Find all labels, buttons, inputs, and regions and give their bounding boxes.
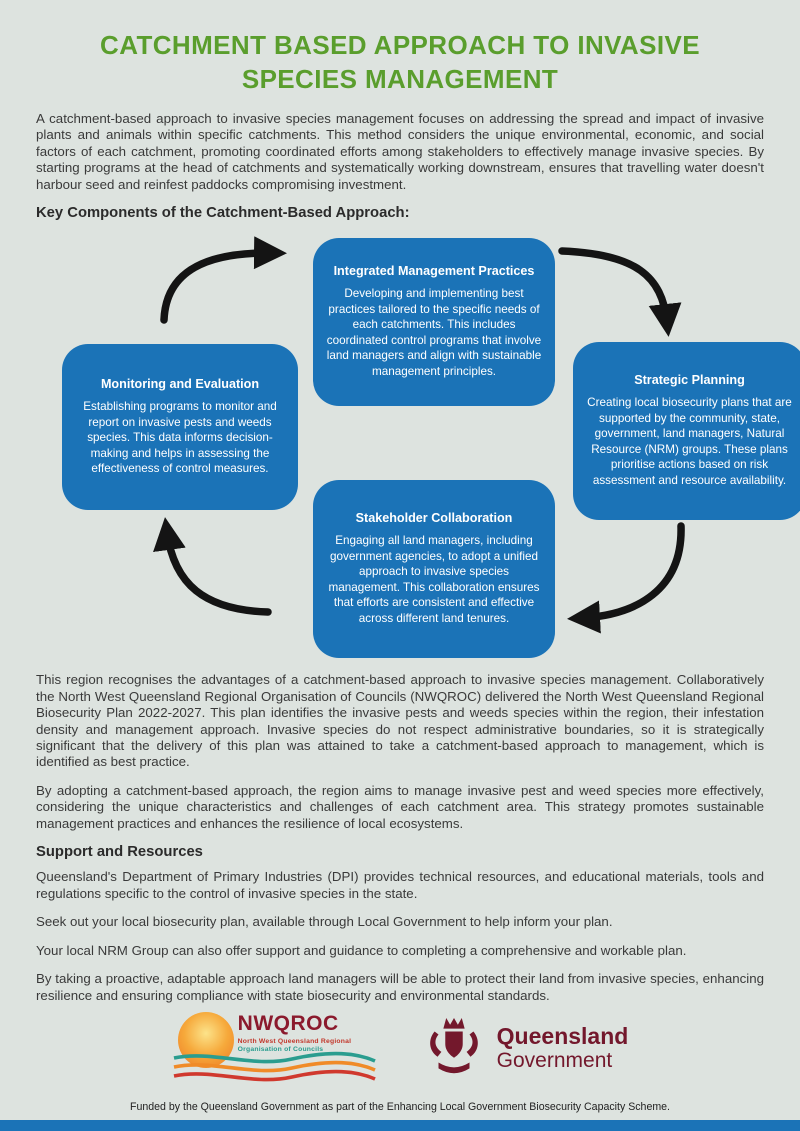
node-stakeholder-collaboration — [313, 480, 555, 658]
node-body: Creating local biosecurity plans that are supported by the community, state, government, land managers, Natural Resource (NRM) groups. These plans prioritise actions based on risk assessment and resource availability. — [587, 396, 792, 488]
node-body: Developing and implementing best practices tailored to the specific needs of each catchments. This includes coordinated control programs that involve land managers and align with sustainable management principles. — [326, 287, 542, 379]
node-body: Engaging all land managers, including government agencies, to adopt a unified approach to invasive species management. This collaboration ensures that efforts are consistent and effective across different land tenures. — [328, 534, 540, 626]
arrow-monitoring-to-integrated-icon — [164, 253, 272, 320]
support-resources-heading: Support and Resources — [36, 844, 203, 861]
node-strategic-planning — [573, 342, 800, 520]
nwqroc-logo — [172, 1006, 377, 1090]
node-title: Strategic Planning — [634, 373, 745, 388]
arrow-integrated-to-strategic-icon — [562, 251, 667, 322]
queensland-government-logo — [423, 1014, 629, 1082]
intro-paragraph: A catchment-based approach to invasive species management focuses on addressing the spread and impact of invasive plants and animals within specific catchments. This method considers the unique environmental, economic, and social factors of each catchment, promoting coordinated efforts among stakeholders to effectively manage invasive species. By starting programs at the head of catchments and systematically working downstream, ensures that travelling water doesn't harbour seed and reinfest paddocks compromising investment. — [36, 110, 764, 192]
support-paragraph-dpi: Queensland's Department of Primary Industries (DPI) provides technical resources, and educational materials, tools and regulations specific to the control of invasive species in the state. — [36, 869, 764, 901]
region-paragraph: This region recognises the advantages of a catchment-based approach to invasive species management. Collaboratively the North West Queensland Regional Organisation of Councils (NWQROC) delivered the North West Queensland Regional Biosecurity Plan 2022-2027. This plan identifies the invasive pests and weeds species within the region, their infestation density and management approach. Invasive species do not respect administrative boundaries, so it is strategically significant that the delivery of this plan was attained to take a catchment-based approach to management, which is identified as best practice. — [36, 672, 764, 770]
bottom-accent-bar — [0, 1120, 800, 1131]
nwqroc-subtitle-line2: Organisation of Councils — [237, 1046, 324, 1053]
key-components-heading: Key Components of the Catchment-Based Approach: — [36, 205, 410, 222]
support-paragraph-nrm: Your local NRM Group can also offer support and guidance to completing a comprehensive and workable plan. — [36, 942, 687, 958]
support-paragraph-biosecurity-plan: Seek out your local biosecurity plan, available through Local Government to help inform your plan. — [36, 914, 613, 930]
node-monitoring-and-evaluation — [62, 344, 298, 510]
nwqroc-wordmark — [238, 1012, 378, 1053]
qld-crest-icon — [423, 1014, 485, 1082]
node-body: Establishing programs to monitor and report on invasive pests and weeds species. This data informs decision-making and helps in assessing the effectiveness of control measures. — [83, 400, 277, 476]
node-integrated-management-practices — [313, 238, 555, 406]
arrow-strategic-to-stakeholder-icon — [582, 526, 681, 618]
logos-row — [0, 1005, 800, 1091]
funding-note: Funded by the Queensland Government as part of the Enhancing Local Government Biosecurity Capacity Scheme. — [130, 1101, 670, 1113]
qld-wordmark — [497, 1024, 629, 1071]
node-title: Integrated Management Practices — [333, 264, 535, 279]
node-title: Monitoring and Evaluation — [100, 377, 260, 392]
node-title: Stakeholder Collaboration — [355, 511, 513, 526]
qld-line2: Government — [496, 1048, 613, 1072]
adoption-paragraph: By adopting a catchment-based approach, the region aims to manage invasive pest and weed species more effectively, considering the unique characteristics and challenges of each catchment area. This strategy promotes sustainable management practices and enhances the resilience of local ecosystems. — [36, 782, 764, 831]
nwqroc-subtitle-line1: North West Queensland Regional — [237, 1038, 352, 1045]
support-paragraph-proactive: By taking a proactive, adaptable approach land managers will be able to protect their land from invasive species, enhancing resilience and ensuring compliance with state biosecurity and environmental standards. — [36, 971, 764, 1003]
page-title: CATCHMENT BASED APPROACH TO INVASIVE SPECIES MANAGEMENT — [100, 30, 700, 95]
qld-line1: Queensland — [496, 1023, 629, 1050]
cycle-diagram — [36, 230, 792, 664]
arrow-stakeholder-to-monitoring-icon — [167, 532, 268, 612]
nwqroc-title: NWQROC — [237, 1012, 339, 1035]
